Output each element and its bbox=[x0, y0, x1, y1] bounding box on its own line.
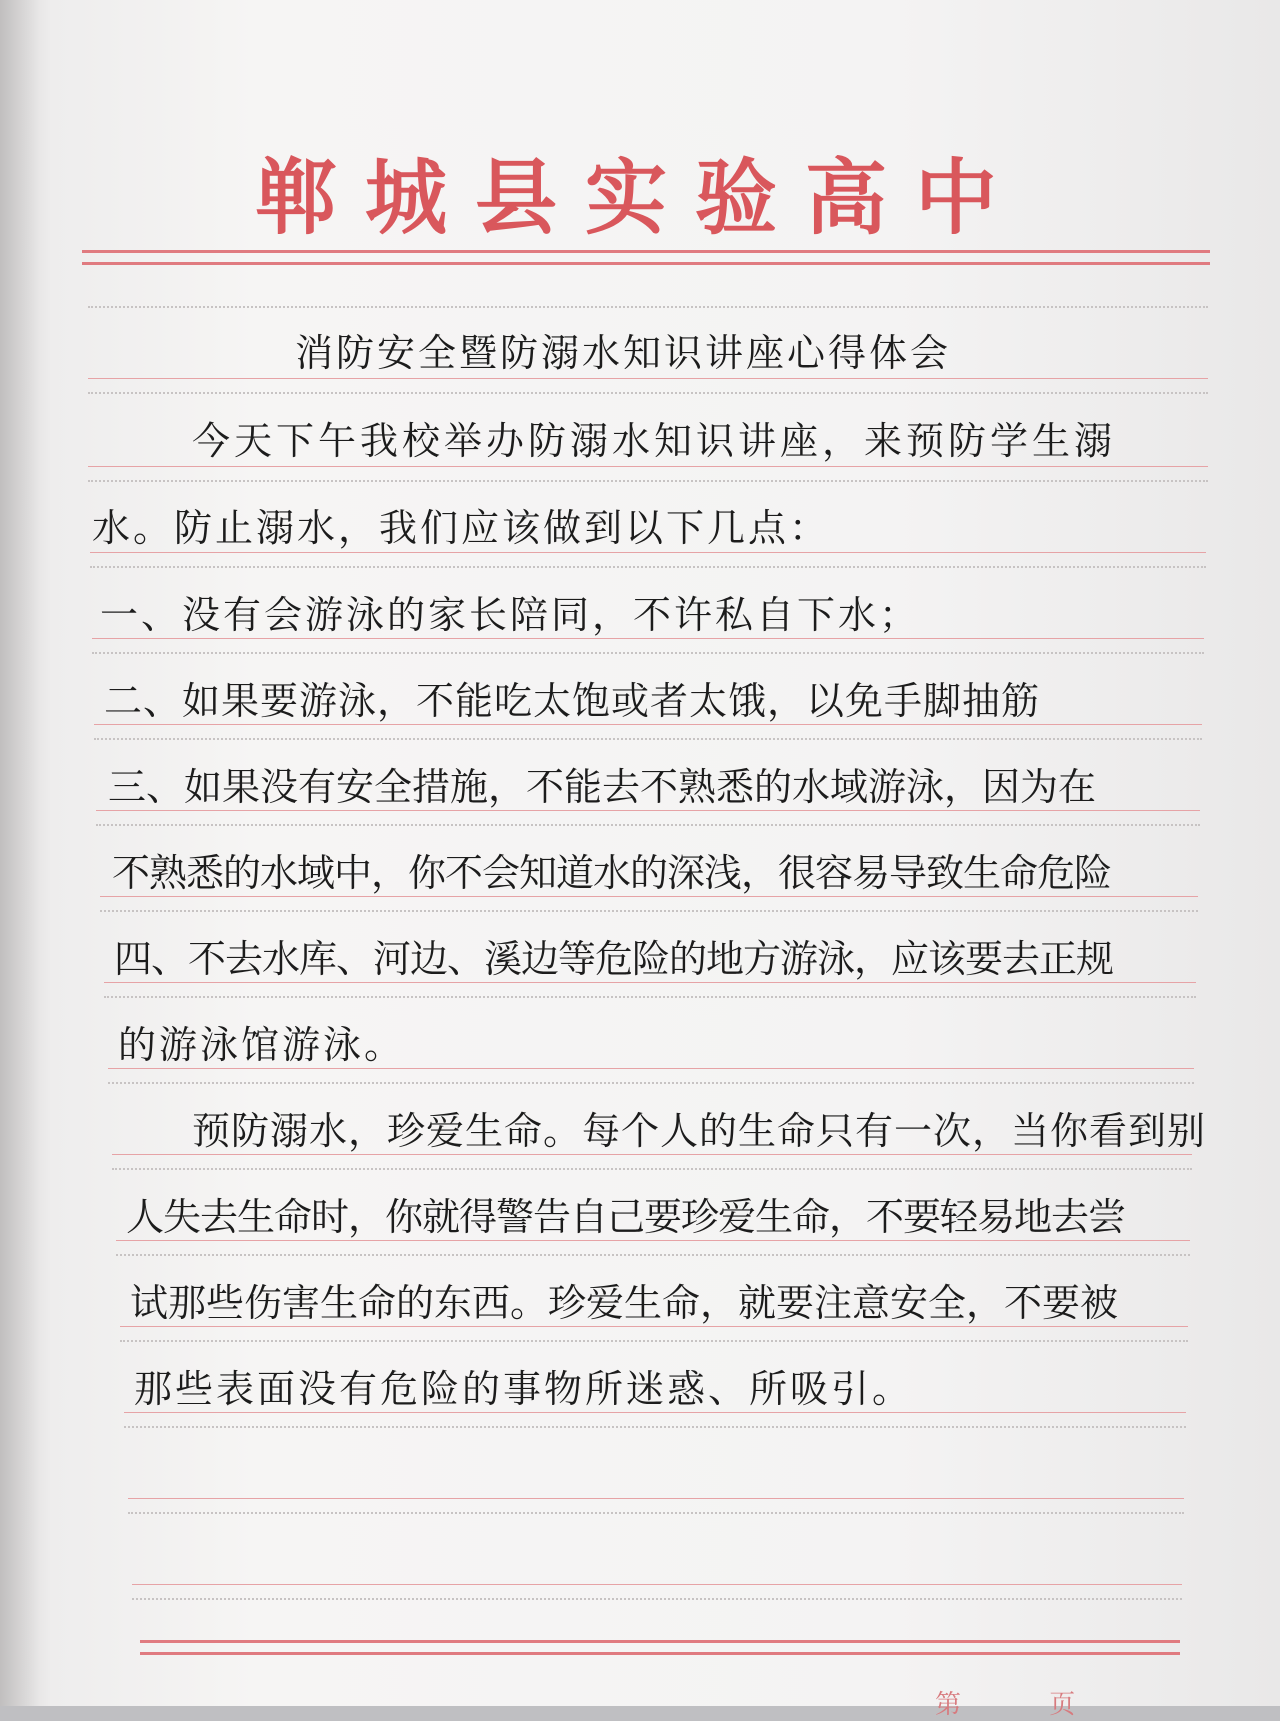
essay-line: 水。防止溺水，我们应该做到以下几点： bbox=[92, 506, 831, 550]
essay-line: 预防溺水，珍爱生命。每个人的生命只有一次，当你看到别 bbox=[192, 1109, 1207, 1153]
dotted-guide bbox=[92, 652, 1204, 654]
writing-line bbox=[132, 1584, 1182, 1585]
essay-line: 今天下午我校举办防溺水知识讲座，来预防学生溺 bbox=[192, 419, 1117, 463]
dotted-guide bbox=[88, 480, 1208, 482]
writing-line bbox=[128, 1498, 1184, 1499]
dotted-guide bbox=[88, 392, 1208, 394]
dotted-guide bbox=[100, 910, 1198, 912]
writing-line bbox=[88, 378, 1208, 379]
essay-line: 不熟悉的水域中，你不会知道水的深浅，很容易导致生命危险 bbox=[112, 851, 1112, 895]
dotted-guide bbox=[104, 996, 1196, 998]
essay-line: 人失去生命时，你就得警告自己要珍爱生命，不要轻易地去尝 bbox=[126, 1195, 1126, 1239]
essay-line: 一、没有会游泳的家长陪同，不许私自下水； bbox=[100, 593, 921, 637]
dotted-guide bbox=[94, 738, 1202, 740]
dotted-guide bbox=[96, 824, 1200, 826]
dotted-guide bbox=[108, 1082, 1194, 1084]
footer-rule-top bbox=[140, 1640, 1180, 1643]
dotted-guide bbox=[88, 306, 1208, 308]
dotted-guide bbox=[116, 1254, 1190, 1256]
dotted-guide bbox=[120, 1340, 1188, 1342]
footer-rule-bottom bbox=[140, 1652, 1180, 1655]
writing-line bbox=[88, 466, 1208, 467]
dotted-guide bbox=[112, 1168, 1192, 1170]
essay-line: 三、如果没有安全措施，不能去不熟悉的水域游泳，因为在 bbox=[108, 765, 1097, 809]
school-letterhead: 郸城县实验高中 bbox=[254, 150, 1025, 246]
essay-line: 的游泳馆游泳。 bbox=[118, 1023, 406, 1067]
essay-line: 那些表面没有危险的事物所迷惑、所吸引。 bbox=[134, 1367, 914, 1411]
essay-title: 消防安全暨防溺水知识讲座心得体会 bbox=[295, 331, 952, 375]
dotted-guide bbox=[128, 1512, 1184, 1514]
dotted-guide bbox=[90, 566, 1206, 568]
dotted-guide bbox=[132, 1598, 1182, 1600]
essay-line: 二、如果要游泳，不能吃太饱或者太饿，以免手脚抽筋 bbox=[104, 679, 1041, 723]
essay-line: 试那些伤害生命的东西。珍爱生命，就要注意安全，不要被 bbox=[130, 1281, 1119, 1325]
dotted-guide bbox=[124, 1426, 1186, 1428]
page-number-label: 第 页 bbox=[935, 1690, 1116, 1720]
essay-line: 四、不去水库、河边、溪边等危险的地方游泳，应该要去正规 bbox=[114, 937, 1114, 981]
